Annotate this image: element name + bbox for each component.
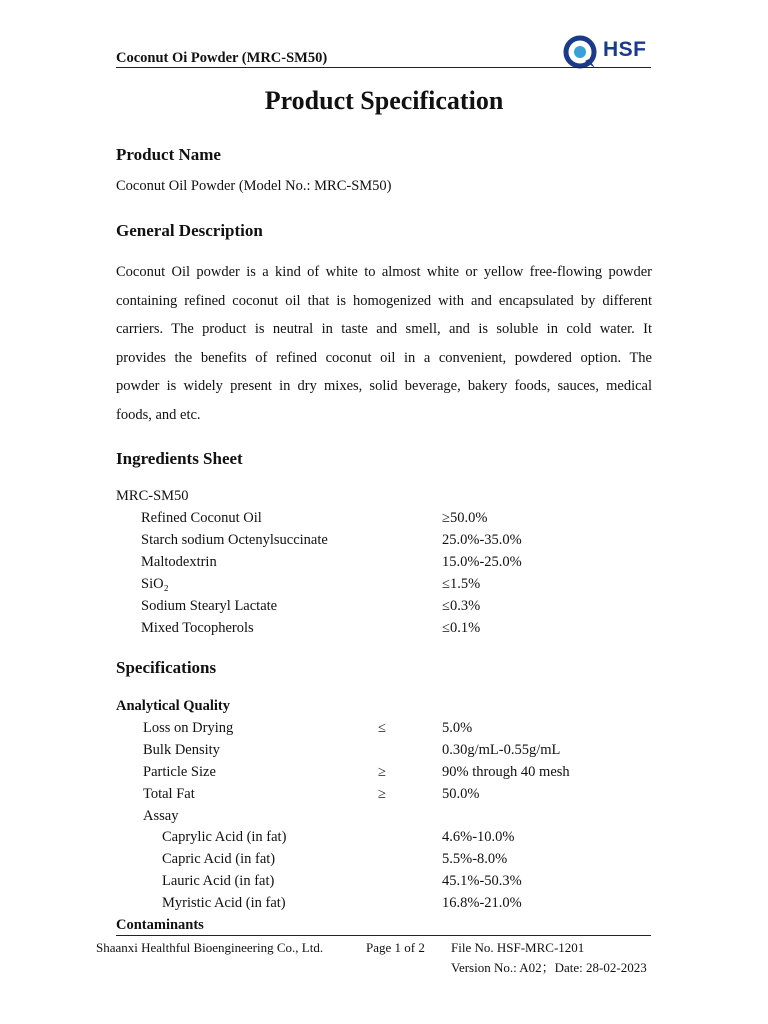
spec-symbol: ≥ <box>378 764 386 780</box>
assay-value: 16.8%-21.0% <box>442 895 522 911</box>
page-title: Product Specification <box>264 86 504 115</box>
ingredient-name: Maltodextrin <box>141 554 217 570</box>
description-line: provides the benefits of refined coconut oil in a convenient, powdered option. The <box>116 349 652 366</box>
assay-name: Caprylic Acid (in fat) <box>162 829 287 845</box>
spec-name: Loss on Drying <box>143 720 234 736</box>
product-name-value: Coconut Oil Powder (Model No.: MRC-SM50) <box>116 178 392 194</box>
spec-symbol: ≥ <box>378 786 386 802</box>
ingredient-name: Starch sodium Octenylsuccinate <box>141 532 328 548</box>
ingredient-value: ≤0.1% <box>442 620 481 636</box>
ingredient-value: 25.0%-35.0% <box>442 532 522 548</box>
assay-value: 5.5%-8.0% <box>442 851 508 867</box>
footer-page-number: Page 1 of 2 <box>366 940 425 955</box>
general-description-heading: General Description <box>116 221 263 240</box>
ingredient-value: ≥50.0% <box>442 510 488 526</box>
assay-value: 4.6%-10.0% <box>442 829 515 845</box>
spec-value: 90% through 40 mesh <box>442 764 570 780</box>
general-description-text <box>116 258 652 430</box>
analytical-quality-heading: Analytical Quality <box>116 698 230 714</box>
spec-name: Particle Size <box>143 764 216 780</box>
hsf-logo <box>563 35 663 69</box>
hsf-logo-icon <box>563 35 599 69</box>
ingredient-value: ≤1.5% <box>442 576 481 592</box>
header-title: Coconut Oi Powder (MRC-SM50) <box>116 50 328 66</box>
ingredient-value: 15.0%-25.0% <box>442 554 522 570</box>
assay-value: 45.1%-50.3% <box>442 873 522 889</box>
ingredient-value: ≤0.3% <box>442 598 481 614</box>
description-line: foods, and etc. <box>116 406 201 423</box>
spec-name: Total Fat <box>143 786 195 802</box>
footer-version: Version No.: A02；Date: 28-02-2023 <box>451 960 647 975</box>
spec-name: Bulk Density <box>143 742 220 758</box>
spec-value: 5.0% <box>442 720 473 736</box>
spec-value: 50.0% <box>442 786 480 802</box>
footer-file-number: File No. HSF-MRC-1201 <box>451 940 585 955</box>
ingredients-model: MRC-SM50 <box>116 488 189 504</box>
header-divider <box>116 67 651 68</box>
ingredient-name: Mixed Tocopherols <box>141 620 254 636</box>
logo-text: HSF <box>603 38 647 61</box>
ingredients-heading: Ingredients Sheet <box>116 449 243 468</box>
spec-name: Assay <box>143 808 179 824</box>
assay-name: Capric Acid (in fat) <box>162 851 276 867</box>
description-line: Coconut Oil powder is a kind of white to almost white or yellow free-flowing powder <box>116 264 652 280</box>
assay-name: Myristic Acid (in fat) <box>162 895 286 911</box>
ingredient-name: Refined Coconut Oil <box>141 510 262 526</box>
footer-divider <box>116 935 651 936</box>
spec-symbol: ≤ <box>378 720 386 736</box>
description-line: powder is widely present in dry mixes, solid beverage, bakery foods, sauces, medical <box>116 378 652 395</box>
specifications-heading: Specifications <box>116 658 217 677</box>
assay-name: Lauric Acid (in fat) <box>162 873 275 889</box>
ingredient-name: Sodium Stearyl Lactate <box>141 598 278 614</box>
description-line: carriers. The product is neutral in taste and smell, and is soluble in cold water. It <box>116 321 652 338</box>
product-name-heading: Product Name <box>116 145 221 164</box>
spec-value: 0.30g/mL-0.55g/mL <box>442 742 561 758</box>
description-line: containing refined coconut oil that is homogenized with and encapsulated by different <box>116 292 652 309</box>
contaminants-heading: Contaminants <box>116 917 204 933</box>
footer-company: Shaanxi Healthful Bioengineering Co., Ltd. <box>96 940 324 955</box>
ingredient-name: SiO₂ <box>141 576 169 592</box>
